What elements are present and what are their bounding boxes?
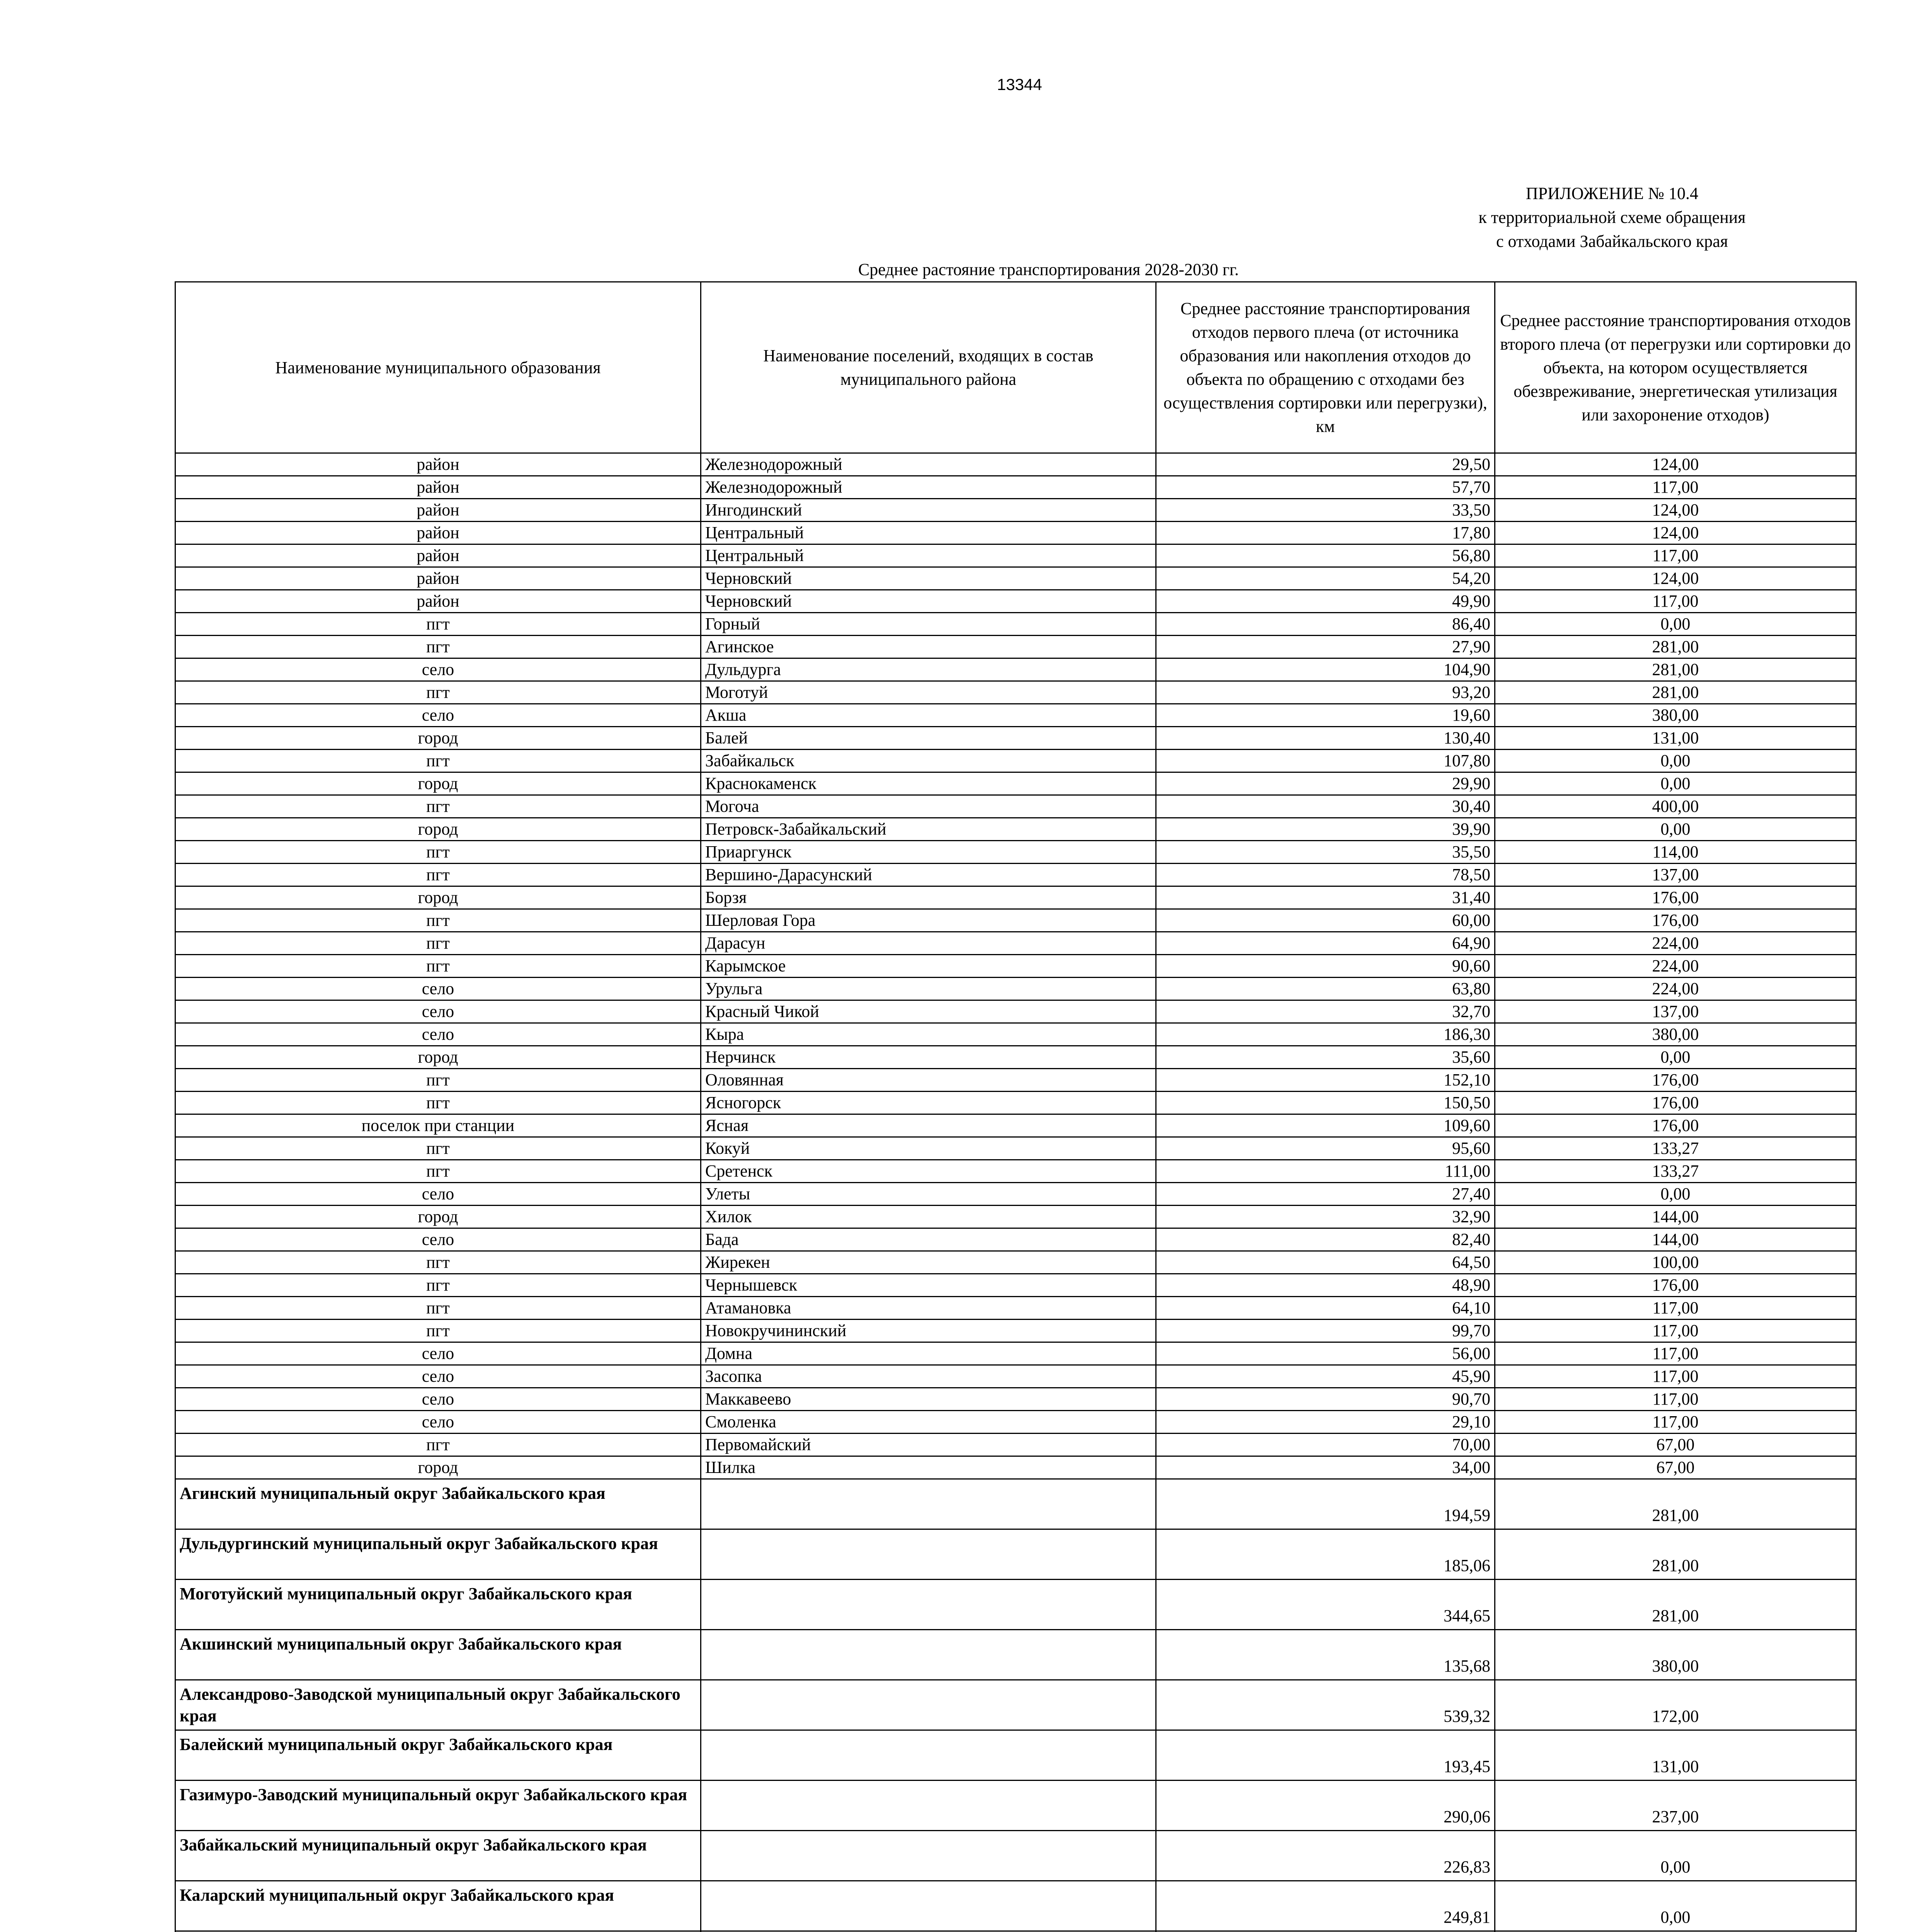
first-leg-distance-cell: 33,50 xyxy=(1156,499,1495,522)
table-row xyxy=(175,1137,1856,1160)
settlement-type-cell: город xyxy=(175,1046,701,1069)
table-row xyxy=(175,1228,1856,1251)
settlement-type-cell: село xyxy=(175,1183,701,1206)
first-leg-distance-cell: 32,90 xyxy=(1156,1206,1495,1228)
first-leg-distance-cell: 249,81 xyxy=(1156,1881,1495,1931)
first-leg-distance-cell: 27,90 xyxy=(1156,636,1495,658)
empty-settlement-cell xyxy=(701,1680,1156,1730)
table-row xyxy=(175,476,1856,499)
first-leg-distance-cell: 64,50 xyxy=(1156,1251,1495,1274)
table-row xyxy=(175,499,1856,522)
district-name-cell: Александрово-Заводской муниципальный округ Забайкальского края xyxy=(175,1680,701,1730)
first-leg-distance-cell: 186,30 xyxy=(1156,1023,1495,1046)
table-row xyxy=(175,1881,1856,1931)
settlement-type-cell: город xyxy=(175,727,701,750)
settlement-type-cell: город xyxy=(175,1456,701,1479)
second-leg-distance-cell: 281,00 xyxy=(1495,681,1856,704)
first-leg-distance-cell: 130,40 xyxy=(1156,727,1495,750)
first-leg-distance-cell: 290,06 xyxy=(1156,1781,1495,1831)
second-leg-distance-cell: 0,00 xyxy=(1495,1046,1856,1069)
district-name-cell: Моготуйский муниципальный округ Забайкальского края xyxy=(175,1580,701,1630)
settlement-name-cell: Борзя xyxy=(701,886,1156,909)
first-leg-distance-cell: 34,00 xyxy=(1156,1456,1495,1479)
second-leg-distance-cell: 224,00 xyxy=(1495,932,1856,955)
district-name-cell: Каларский муниципальный округ Забайкальского края xyxy=(175,1881,701,1931)
first-leg-distance-cell: 539,32 xyxy=(1156,1680,1495,1730)
settlement-type-cell: пгт xyxy=(175,681,701,704)
table-row xyxy=(175,1206,1856,1228)
first-leg-distance-cell: 35,50 xyxy=(1156,841,1495,864)
table-row xyxy=(175,1529,1856,1580)
first-leg-distance-cell: 90,70 xyxy=(1156,1388,1495,1411)
table-row xyxy=(175,795,1856,818)
empty-settlement-cell xyxy=(701,1580,1156,1630)
table-row xyxy=(175,1274,1856,1297)
district-name-cell: Агинский муниципальный округ Забайкальского края xyxy=(175,1479,701,1529)
first-leg-distance-cell: 78,50 xyxy=(1156,864,1495,886)
first-leg-distance-cell: 64,90 xyxy=(1156,932,1495,955)
table-row xyxy=(175,1781,1856,1831)
second-leg-distance-cell: 117,00 xyxy=(1495,1365,1856,1388)
page-number: 13344 xyxy=(997,75,1042,94)
first-leg-distance-cell: 194,59 xyxy=(1156,1479,1495,1529)
settlement-name-cell: Вершино-Дарасунский xyxy=(701,864,1156,886)
settlement-type-cell: село xyxy=(175,1342,701,1365)
table-row xyxy=(175,727,1856,750)
first-leg-distance-cell: 57,70 xyxy=(1156,476,1495,499)
table-row xyxy=(175,750,1856,772)
settlement-name-cell: Кокуй xyxy=(701,1137,1156,1160)
settlement-type-cell: село xyxy=(175,1411,701,1434)
settlement-name-cell: Акша xyxy=(701,704,1156,727)
settlement-type-cell: район xyxy=(175,567,701,590)
first-leg-distance-cell: 49,90 xyxy=(1156,590,1495,613)
table-row xyxy=(175,1092,1856,1114)
settlement-name-cell: Кыра xyxy=(701,1023,1156,1046)
settlement-name-cell: Атамановка xyxy=(701,1297,1156,1320)
second-leg-distance-cell: 137,00 xyxy=(1495,864,1856,886)
district-name-cell: Акшинский муниципальный округ Забайкальского края xyxy=(175,1630,701,1680)
second-leg-distance-cell: 131,00 xyxy=(1495,1730,1856,1781)
settlement-type-cell: район xyxy=(175,453,701,476)
settlement-name-cell: Дульдурга xyxy=(701,658,1156,681)
table-row xyxy=(175,909,1856,932)
first-leg-distance-cell: 185,06 xyxy=(1156,1529,1495,1580)
settlement-name-cell: Железнодорожный xyxy=(701,453,1156,476)
settlement-type-cell: пгт xyxy=(175,1274,701,1297)
table-row xyxy=(175,613,1856,636)
first-leg-distance-cell: 35,60 xyxy=(1156,1046,1495,1069)
settlement-type-cell: район xyxy=(175,499,701,522)
settlement-type-cell: город xyxy=(175,1206,701,1228)
settlement-type-cell: город xyxy=(175,772,701,795)
settlement-type-cell: пгт xyxy=(175,864,701,886)
table-row xyxy=(175,1251,1856,1274)
first-leg-distance-cell: 48,90 xyxy=(1156,1274,1495,1297)
second-leg-distance-cell: 124,00 xyxy=(1495,567,1856,590)
second-leg-distance-cell: 133,27 xyxy=(1495,1160,1856,1183)
empty-settlement-cell xyxy=(701,1529,1156,1580)
first-leg-distance-cell: 27,40 xyxy=(1156,1183,1495,1206)
second-leg-distance-cell: 124,00 xyxy=(1495,499,1856,522)
table-row xyxy=(175,1342,1856,1365)
settlement-name-cell: Смоленка xyxy=(701,1411,1156,1434)
table-row xyxy=(175,1114,1856,1137)
settlement-name-cell: Ясная xyxy=(701,1114,1156,1137)
settlement-name-cell: Чернышевск xyxy=(701,1274,1156,1297)
second-leg-distance-cell: 237,00 xyxy=(1495,1781,1856,1831)
first-leg-distance-cell: 99,70 xyxy=(1156,1320,1495,1342)
settlement-name-cell: Могоча xyxy=(701,795,1156,818)
first-leg-distance-cell: 107,80 xyxy=(1156,750,1495,772)
second-leg-distance-cell: 144,00 xyxy=(1495,1206,1856,1228)
settlement-type-cell: село xyxy=(175,1388,701,1411)
first-leg-distance-cell: 30,40 xyxy=(1156,795,1495,818)
table-row xyxy=(175,818,1856,841)
settlement-type-cell: пгт xyxy=(175,1092,701,1114)
second-leg-distance-cell: 380,00 xyxy=(1495,1630,1856,1680)
first-leg-distance-cell: 29,90 xyxy=(1156,772,1495,795)
second-leg-distance-cell: 172,00 xyxy=(1495,1680,1856,1730)
settlement-name-cell: Домна xyxy=(701,1342,1156,1365)
district-name-cell: Газимуро-Заводский муниципальный округ Забайкальского края xyxy=(175,1781,701,1831)
first-leg-distance-cell: 104,90 xyxy=(1156,658,1495,681)
first-leg-distance-cell: 70,00 xyxy=(1156,1434,1495,1456)
settlement-name-cell: Дарасун xyxy=(701,932,1156,955)
settlement-name-cell: Агинское xyxy=(701,636,1156,658)
settlement-type-cell: село xyxy=(175,978,701,1000)
settlement-name-cell: Шилка xyxy=(701,1456,1156,1479)
settlement-type-cell: пгт xyxy=(175,795,701,818)
second-leg-distance-cell: 144,00 xyxy=(1495,1228,1856,1251)
second-leg-distance-cell: 224,00 xyxy=(1495,978,1856,1000)
second-leg-distance-cell: 117,00 xyxy=(1495,1388,1856,1411)
first-leg-distance-cell: 150,50 xyxy=(1156,1092,1495,1114)
second-leg-distance-cell: 67,00 xyxy=(1495,1456,1856,1479)
table-row xyxy=(175,1434,1856,1456)
first-leg-distance-cell: 109,60 xyxy=(1156,1114,1495,1137)
second-leg-distance-cell: 281,00 xyxy=(1495,1479,1856,1529)
second-leg-distance-cell: 124,00 xyxy=(1495,522,1856,544)
appendix-title: ПРИЛОЖЕНИЕ № 10.4 xyxy=(1526,184,1699,203)
settlement-name-cell: Ингодинский xyxy=(701,499,1156,522)
settlement-name-cell: Жирекен xyxy=(701,1251,1156,1274)
settlement-name-cell: Улеты xyxy=(701,1183,1156,1206)
settlement-type-cell: село xyxy=(175,1365,701,1388)
table-row xyxy=(175,1320,1856,1342)
first-leg-distance-cell: 64,10 xyxy=(1156,1297,1495,1320)
settlement-name-cell: Маккавеево xyxy=(701,1388,1156,1411)
table-row xyxy=(175,1160,1856,1183)
settlement-name-cell: Балей xyxy=(701,727,1156,750)
table-body xyxy=(175,453,1856,1932)
table-row xyxy=(175,978,1856,1000)
table-row xyxy=(175,1069,1856,1092)
first-leg-distance-cell: 29,10 xyxy=(1156,1411,1495,1434)
column-header-first-leg: Среднее расстояние транспортирования отходов первого плеча (от источника образования или накопления отходов до объекта по обращению с отходами без осуществления сортировки или перегрузки), км xyxy=(1156,282,1495,453)
distance-table xyxy=(175,281,1857,1932)
second-leg-distance-cell: 124,00 xyxy=(1495,453,1856,476)
district-name-cell: Балейский муниципальный округ Забайкальского края xyxy=(175,1730,701,1781)
first-leg-distance-cell: 29,50 xyxy=(1156,453,1495,476)
settlement-name-cell: Красный Чикой xyxy=(701,1000,1156,1023)
table-row xyxy=(175,681,1856,704)
second-leg-distance-cell: 0,00 xyxy=(1495,1831,1856,1881)
settlement-type-cell: пгт xyxy=(175,1160,701,1183)
second-leg-distance-cell: 100,00 xyxy=(1495,1251,1856,1274)
table-row xyxy=(175,1479,1856,1529)
settlement-type-cell: пгт xyxy=(175,1069,701,1092)
table-row xyxy=(175,1365,1856,1388)
second-leg-distance-cell: 224,00 xyxy=(1495,955,1856,978)
settlement-type-cell: район xyxy=(175,476,701,499)
settlement-name-cell: Хилок xyxy=(701,1206,1156,1228)
column-header-second-leg: Среднее расстояние транспортирования отходов второго плеча (от перегрузки или сортировки до объекта, на котором осуществляется обезвреживание, энергетическая утилизация или захоронение отходов) xyxy=(1495,282,1856,453)
empty-settlement-cell xyxy=(701,1781,1156,1831)
second-leg-distance-cell: 176,00 xyxy=(1495,1092,1856,1114)
empty-settlement-cell xyxy=(701,1630,1156,1680)
settlement-type-cell: пгт xyxy=(175,750,701,772)
first-leg-distance-cell: 152,10 xyxy=(1156,1069,1495,1092)
settlement-name-cell: Новокручининский xyxy=(701,1320,1156,1342)
second-leg-distance-cell: 117,00 xyxy=(1495,1297,1856,1320)
settlement-type-cell: село xyxy=(175,1023,701,1046)
first-leg-distance-cell: 135,68 xyxy=(1156,1630,1495,1680)
empty-settlement-cell xyxy=(701,1479,1156,1529)
table-row xyxy=(175,1023,1856,1046)
settlement-name-cell: Центральный xyxy=(701,522,1156,544)
second-leg-distance-cell: 176,00 xyxy=(1495,1069,1856,1092)
second-leg-distance-cell: 117,00 xyxy=(1495,1342,1856,1365)
settlement-type-cell: пгт xyxy=(175,909,701,932)
column-header-municipality: Наименование муниципального образования xyxy=(175,282,701,453)
second-leg-distance-cell: 0,00 xyxy=(1495,1881,1856,1931)
settlement-name-cell: Нерчинск xyxy=(701,1046,1156,1069)
settlement-type-cell: район xyxy=(175,522,701,544)
table-row xyxy=(175,1183,1856,1206)
table-row xyxy=(175,1297,1856,1320)
first-leg-distance-cell: 54,20 xyxy=(1156,567,1495,590)
first-leg-distance-cell: 56,00 xyxy=(1156,1342,1495,1365)
second-leg-distance-cell: 133,27 xyxy=(1495,1137,1856,1160)
settlement-type-cell: село xyxy=(175,704,701,727)
first-leg-distance-cell: 193,45 xyxy=(1156,1730,1495,1781)
district-name-cell: Забайкальский муниципальный округ Забайкальского края xyxy=(175,1831,701,1881)
first-leg-distance-cell: 93,20 xyxy=(1156,681,1495,704)
table-row xyxy=(175,1046,1856,1069)
settlement-type-cell: район xyxy=(175,590,701,613)
second-leg-distance-cell: 117,00 xyxy=(1495,590,1856,613)
settlement-type-cell: город xyxy=(175,886,701,909)
table-row xyxy=(175,1388,1856,1411)
first-leg-distance-cell: 56,80 xyxy=(1156,544,1495,567)
second-leg-distance-cell: 117,00 xyxy=(1495,476,1856,499)
appendix-subtitle-1: к территориальной схеме обращения xyxy=(1478,208,1746,227)
second-leg-distance-cell: 281,00 xyxy=(1495,1580,1856,1630)
second-leg-distance-cell: 117,00 xyxy=(1495,1411,1856,1434)
settlement-name-cell: Железнодорожный xyxy=(701,476,1156,499)
table-row xyxy=(175,453,1856,476)
first-leg-distance-cell: 95,60 xyxy=(1156,1137,1495,1160)
first-leg-distance-cell: 63,80 xyxy=(1156,978,1495,1000)
first-leg-distance-cell: 86,40 xyxy=(1156,613,1495,636)
settlement-name-cell: Центральный xyxy=(701,544,1156,567)
settlement-type-cell: село xyxy=(175,1228,701,1251)
settlement-type-cell: пгт xyxy=(175,955,701,978)
second-leg-distance-cell: 0,00 xyxy=(1495,613,1856,636)
second-leg-distance-cell: 176,00 xyxy=(1495,1274,1856,1297)
settlement-name-cell: Приаргунск xyxy=(701,841,1156,864)
first-leg-distance-cell: 90,60 xyxy=(1156,955,1495,978)
appendix-subtitle-2: с отходами Забайкальского края xyxy=(1496,232,1728,251)
settlement-type-cell: пгт xyxy=(175,932,701,955)
second-leg-distance-cell: 137,00 xyxy=(1495,1000,1856,1023)
table-row xyxy=(175,886,1856,909)
first-leg-distance-cell: 226,83 xyxy=(1156,1831,1495,1881)
second-leg-distance-cell: 380,00 xyxy=(1495,704,1856,727)
table-row xyxy=(175,590,1856,613)
settlement-type-cell: район xyxy=(175,544,701,567)
table-row xyxy=(175,704,1856,727)
settlement-type-cell: пгт xyxy=(175,1297,701,1320)
table-row xyxy=(175,658,1856,681)
first-leg-distance-cell: 82,40 xyxy=(1156,1228,1495,1251)
table-row xyxy=(175,1456,1856,1479)
settlement-name-cell: Черновский xyxy=(701,567,1156,590)
second-leg-distance-cell: 0,00 xyxy=(1495,818,1856,841)
first-leg-distance-cell: 45,90 xyxy=(1156,1365,1495,1388)
second-leg-distance-cell: 380,00 xyxy=(1495,1023,1856,1046)
empty-settlement-cell xyxy=(701,1881,1156,1931)
settlement-type-cell: пгт xyxy=(175,1251,701,1274)
second-leg-distance-cell: 400,00 xyxy=(1495,795,1856,818)
table-row xyxy=(175,1000,1856,1023)
second-leg-distance-cell: 176,00 xyxy=(1495,909,1856,932)
first-leg-distance-cell: 39,90 xyxy=(1156,818,1495,841)
settlement-name-cell: Карымское xyxy=(701,955,1156,978)
settlement-type-cell: пгт xyxy=(175,1320,701,1342)
table-row xyxy=(175,544,1856,567)
table-row xyxy=(175,1730,1856,1781)
table-row xyxy=(175,1630,1856,1680)
settlement-name-cell: Сретенск xyxy=(701,1160,1156,1183)
first-leg-distance-cell: 344,65 xyxy=(1156,1580,1495,1630)
table-row xyxy=(175,864,1856,886)
settlement-name-cell: Моготуй xyxy=(701,681,1156,704)
settlement-name-cell: Горный xyxy=(701,613,1156,636)
table-row xyxy=(175,932,1856,955)
settlement-name-cell: Черновский xyxy=(701,590,1156,613)
settlement-name-cell: Шерловая Гора xyxy=(701,909,1156,932)
first-leg-distance-cell: 19,60 xyxy=(1156,704,1495,727)
table-row xyxy=(175,955,1856,978)
settlement-name-cell: Урульга xyxy=(701,978,1156,1000)
second-leg-distance-cell: 281,00 xyxy=(1495,658,1856,681)
first-leg-distance-cell: 111,00 xyxy=(1156,1160,1495,1183)
table-row xyxy=(175,567,1856,590)
second-leg-distance-cell: 117,00 xyxy=(1495,544,1856,567)
first-leg-distance-cell: 17,80 xyxy=(1156,522,1495,544)
second-leg-distance-cell: 0,00 xyxy=(1495,750,1856,772)
table-row xyxy=(175,522,1856,544)
second-leg-distance-cell: 67,00 xyxy=(1495,1434,1856,1456)
district-name-cell: Дульдургинский муниципальный округ Забайкальского края xyxy=(175,1529,701,1580)
table-row xyxy=(175,841,1856,864)
settlement-type-cell: город xyxy=(175,818,701,841)
settlement-name-cell: Забайкальск xyxy=(701,750,1156,772)
settlement-type-cell: пгт xyxy=(175,613,701,636)
second-leg-distance-cell: 131,00 xyxy=(1495,727,1856,750)
settlement-name-cell: Первомайский xyxy=(701,1434,1156,1456)
appendix-header xyxy=(1380,182,1844,253)
settlement-type-cell: пгт xyxy=(175,1434,701,1456)
first-leg-distance-cell: 60,00 xyxy=(1156,909,1495,932)
column-header-settlements: Наименование поселений, входящих в состав муниципального района xyxy=(701,282,1156,453)
table-row xyxy=(175,1680,1856,1730)
settlement-type-cell: поселок при станции xyxy=(175,1114,701,1137)
settlement-name-cell: Краснокаменск xyxy=(701,772,1156,795)
second-leg-distance-cell: 176,00 xyxy=(1495,1114,1856,1137)
second-leg-distance-cell: 0,00 xyxy=(1495,772,1856,795)
settlement-name-cell: Засопка xyxy=(701,1365,1156,1388)
second-leg-distance-cell: 0,00 xyxy=(1495,1183,1856,1206)
second-leg-distance-cell: 117,00 xyxy=(1495,1320,1856,1342)
second-leg-distance-cell: 281,00 xyxy=(1495,636,1856,658)
table-row xyxy=(175,1411,1856,1434)
table-header-row xyxy=(175,282,1856,453)
first-leg-distance-cell: 31,40 xyxy=(1156,886,1495,909)
empty-settlement-cell xyxy=(701,1831,1156,1881)
table-row xyxy=(175,636,1856,658)
settlement-name-cell: Петровск-Забайкальский xyxy=(701,818,1156,841)
settlement-type-cell: пгт xyxy=(175,841,701,864)
table-row xyxy=(175,1580,1856,1630)
settlement-name-cell: Оловянная xyxy=(701,1069,1156,1092)
table-title: Среднее растояние транспортирования 2028-2030 гг. xyxy=(858,260,1239,279)
settlement-name-cell: Ясногорск xyxy=(701,1092,1156,1114)
settlement-type-cell: село xyxy=(175,658,701,681)
second-leg-distance-cell: 114,00 xyxy=(1495,841,1856,864)
second-leg-distance-cell: 281,00 xyxy=(1495,1529,1856,1580)
settlement-type-cell: пгт xyxy=(175,1137,701,1160)
first-leg-distance-cell: 32,70 xyxy=(1156,1000,1495,1023)
second-leg-distance-cell: 176,00 xyxy=(1495,886,1856,909)
settlement-type-cell: село xyxy=(175,1000,701,1023)
table-row xyxy=(175,1831,1856,1881)
table-row xyxy=(175,772,1856,795)
empty-settlement-cell xyxy=(701,1730,1156,1781)
settlement-type-cell: пгт xyxy=(175,636,701,658)
settlement-name-cell: Бада xyxy=(701,1228,1156,1251)
